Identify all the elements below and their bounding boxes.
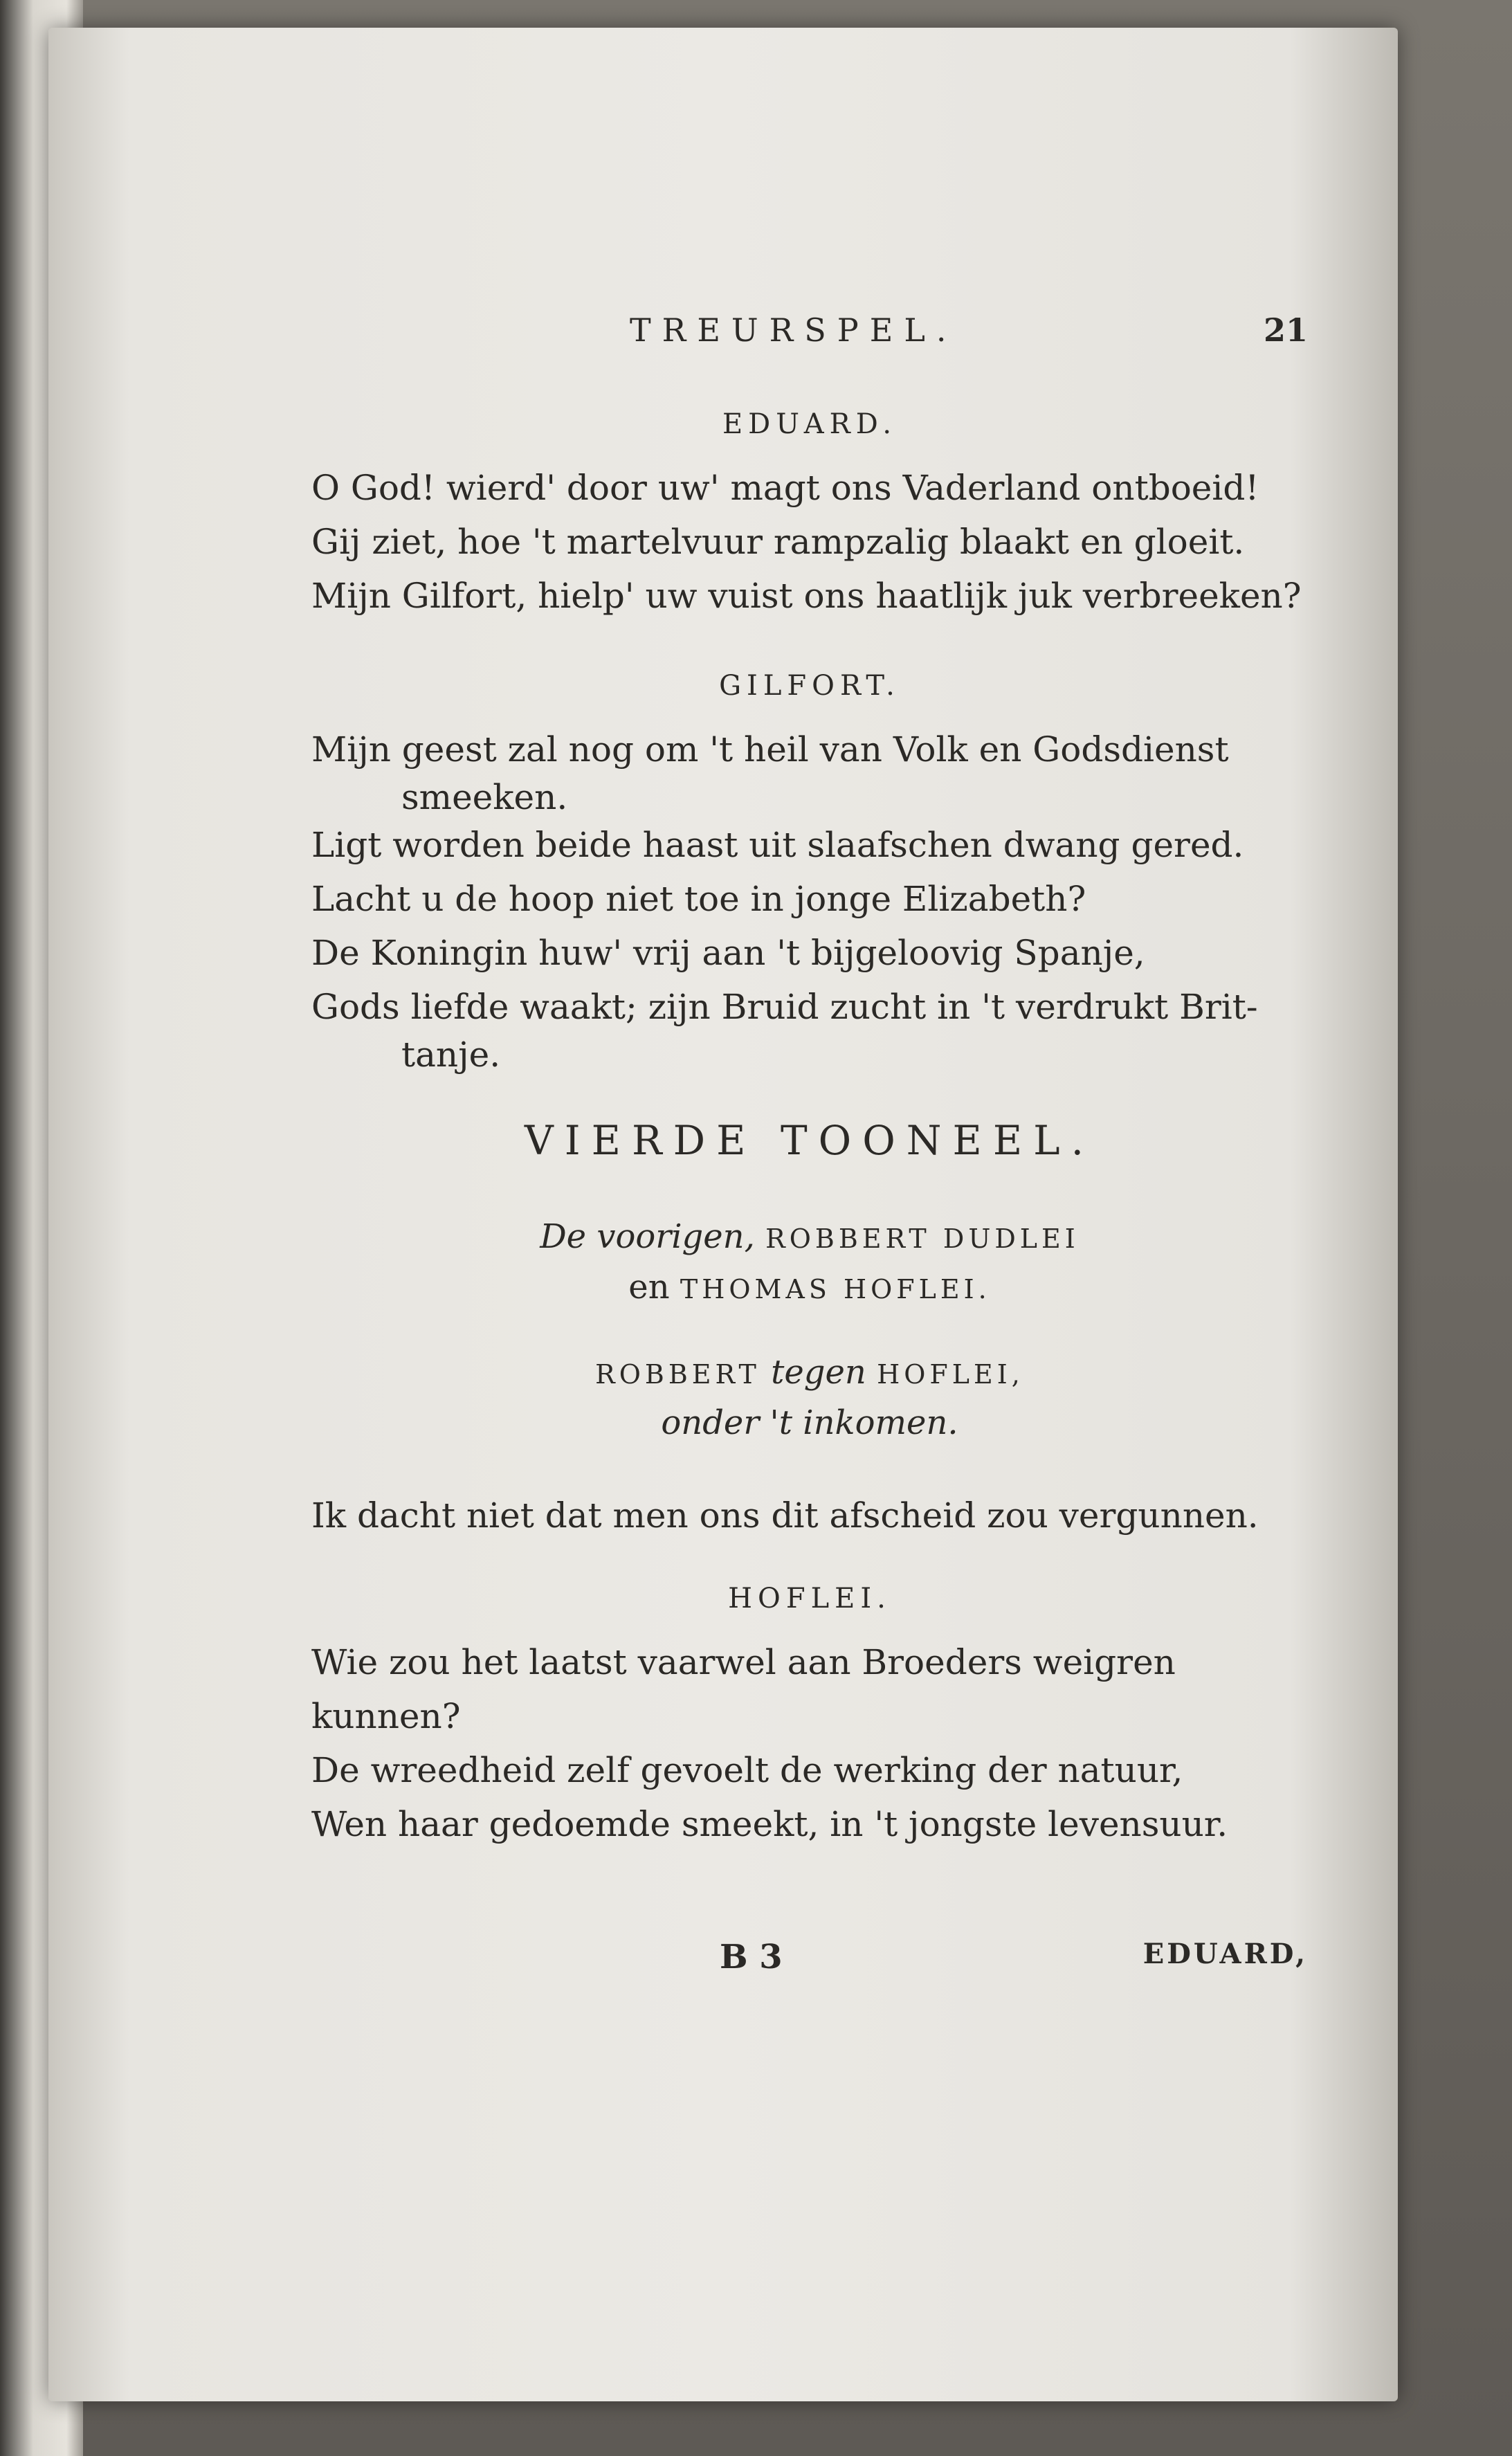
stage-italic: tegen [771,1353,866,1392]
verse-line: Gods liefde waakt; zijn Bruid zucht in 't verdrukt Brit- [311,987,1258,1027]
page-number: 21 [1263,311,1308,349]
running-head [311,304,1308,367]
speaker-gilfort: GILFORT. [719,670,900,702]
book-page [48,28,1398,2401]
verse-line: O God! wierd' door uw' magt ons Vaderland ontboeid! [311,468,1259,508]
stage-italic: De voorigen, [540,1217,755,1256]
verse-line: Mijn geest zal nog om 't heil van Volk en Godsdienst [311,729,1229,770]
verse-block-eduard [311,461,1308,623]
verse-line: De Koningin huw' vrij aan 't bijgeloovig Spanje, [311,933,1145,973]
page-footer [311,1938,1308,1993]
verse-block-hoflei [311,1635,1308,1851]
verse-line-continuation: tanje. [401,1035,501,1075]
stage-italic: onder 't inkomen. [661,1403,958,1442]
stage-connector: en [628,1268,670,1307]
running-title: TREURSPEL. [630,311,958,349]
page-text [311,304,1308,1976]
stage-direction [311,1212,1308,1313]
verse-line: Ligt worden beide haast uit slaafschen dwang gered. [311,825,1244,865]
verse-line: Lacht u de hoop niet toe in jonge Elizabeth? [311,879,1086,919]
verse-line: Wen haar gedoemde smeekt, in 't jongste levensuur. [311,1804,1228,1844]
verse-line: De wreedheid zelf gevoelt de werking der natuur, [311,1750,1183,1790]
character-name: THOMAS HOFLEI. [680,1274,991,1304]
speaker-robbert [311,1348,1308,1447]
verse-line: Mijn Gilfort, hielp' uw vuist ons haatlijk juk verbreeken? [311,576,1302,616]
speaker-hoflei: HOFLEI. [728,1583,891,1614]
character-name: ROBBERT DUDLEI [765,1224,1080,1254]
verse-block-robbert [311,1489,1308,1543]
signature-mark: B 3 [720,1938,783,1976]
verse-line-continuation: smeeken. [401,777,568,817]
verse-block-gilfort [311,722,1308,1075]
verse-line: Gij ziet, hoe 't martelvuur rampzalig blaakt en gloeit. [311,522,1245,562]
verse-line: Ik dacht niet dat men ons dit afscheid zou vergunnen. [311,1495,1259,1536]
speaker-eduard: EDUARD. [722,408,898,440]
scene-title: VIERDE TOONEEL. [524,1117,1095,1164]
verse-line: Wie zou het laatst vaarwel aan Broeders weigren kunnen? [311,1642,1176,1736]
catchword: EDUARD, [1142,1938,1308,1970]
speaker-name: ROBBERT [595,1359,760,1390]
speaker-name: HOFLEI, [877,1359,1024,1390]
